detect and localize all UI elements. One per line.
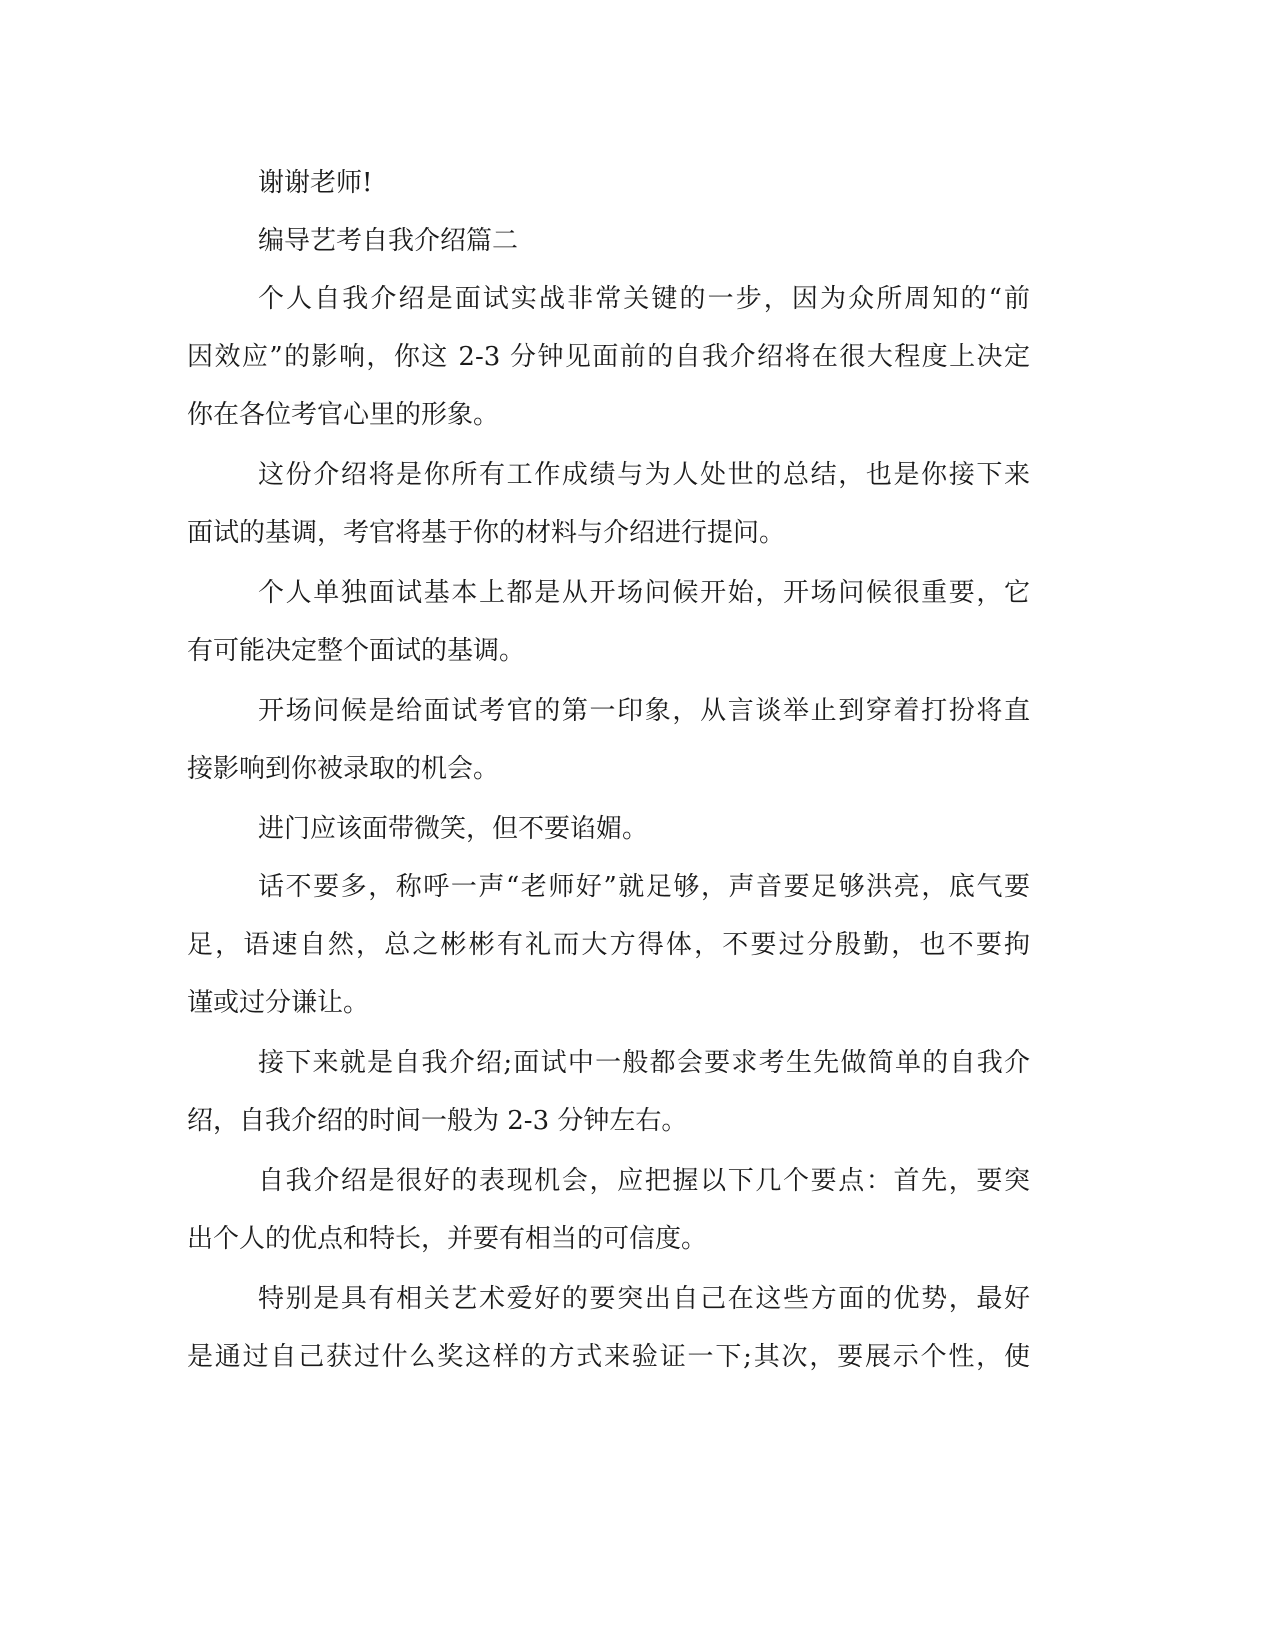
paragraph-line: 这份介绍将是你所有工作成绩与为人处世的总结，也是你接下来 [258, 460, 1030, 490]
paragraph-line: 面试的基调，考官将基于你的材料与介绍进行提问。 [187, 518, 786, 548]
paragraph-line: 足，语速自然，总之彬彬有礼而大方得体，不要过分殷勤，也不要拘 [187, 930, 1030, 960]
paragraph-line: 接下来就是自我介绍;面试中一般都会要求考生先做简单的自我介 [258, 1048, 1030, 1078]
paragraph-line: 话不要多，称呼一声“老师好”就足够，声音要足够洪亮，底气要 [258, 872, 1030, 902]
paragraph-line: 出个人的优点和特长，并要有相当的可信度。 [187, 1224, 708, 1254]
paragraph-line: 个人单独面试基本上都是从开场问候开始，开场问候很重要，它 [258, 578, 1030, 608]
paragraph-line: 自我介绍是很好的表现机会，应把握以下几个要点：首先，要突 [258, 1166, 1030, 1196]
paragraph-line: 是通过自己获过什么奖这样的方式来验证一下;其次，要展示个性，使 [187, 1342, 1030, 1372]
paragraph-line: 特别是具有相关艺术爱好的要突出自己在这些方面的优势，最好 [258, 1284, 1030, 1314]
paragraph-line: 你在各位考官心里的形象。 [187, 400, 500, 430]
text-line-closing: 谢谢老师! [258, 168, 373, 198]
paragraph-line: 绍，自我介绍的时间一般为 2-3 分钟左右。 [187, 1106, 688, 1136]
paragraph-line: 进门应该面带微笑，但不要谄媚。 [258, 814, 649, 844]
paragraph-line: 因效应”的影响，你这 2-3 分钟见面前的自我介绍将在很大程度上决定 [187, 342, 1030, 372]
paragraph-line: 开场问候是给面试考官的第一印象，从言谈举止到穿着打扮将直 [258, 696, 1030, 726]
paragraph-line: 个人自我介绍是面试实战非常关键的一步，因为众所周知的“前 [258, 284, 1030, 314]
paragraph-line: 谨或过分谦让。 [187, 988, 370, 1018]
paragraph-line: 接影响到你被录取的机会。 [187, 754, 500, 784]
section-heading: 编导艺考自我介绍篇二 [258, 226, 519, 256]
paragraph-line: 有可能决定整个面试的基调。 [187, 636, 526, 666]
